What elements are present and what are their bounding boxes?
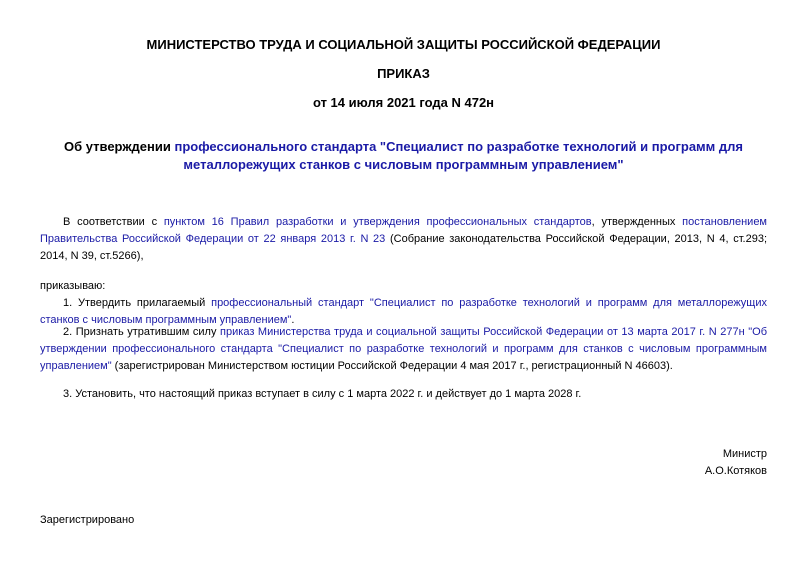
government-decree-link[interactable]: постановлением Правительства Российской Федерации от 22 января 2013 г. N 23 (40, 216, 767, 245)
order-item-2 (40, 324, 767, 375)
title-standard-link[interactable]: профессионального стандарта "Специалист по разработке технологий и программ для металлорежущих станков с числовым программным управлением" (174, 139, 743, 172)
preamble-text-2: , утвержденных (591, 216, 683, 228)
item1-text-1: 1. Утвердить прилагаемый (63, 297, 212, 309)
item1-text-2: . (291, 314, 295, 326)
preamble-text-3: (Собрание законодательства Российской Федерации, 2013, N 4, ст.293; 2014, N 39, ст.5266), (40, 233, 768, 262)
rules-point-16-link[interactable]: пунктом 16 Правил разработки и утверждения профессиональных стандартов (163, 216, 592, 228)
preamble-paragraph (40, 214, 767, 265)
item2-text-2: (зарегистрирован Министерством юстиции Российской Федерации 4 мая 2017 г., регистрационный N 46603). (111, 360, 673, 372)
signature-position: Министр (722, 448, 767, 460)
order-item-3: 3. Установить, что настоящий приказ вступает в силу с 1 марта 2022 г. и действует до 1 марта 2028 г. (63, 388, 582, 400)
item2-text-1: 2. Признать утратившим силу (63, 326, 221, 338)
signature-name: А.О.Котяков (704, 465, 767, 477)
preamble-text-1: В соответствии с (63, 216, 164, 228)
title-prefix: Об утверждении (64, 139, 175, 154)
registered-footer: Зарегистрировано (40, 514, 135, 526)
ministry-heading: МИНИСТЕРСТВО ТРУДА И СОЦИАЛЬНОЙ ЗАЩИТЫ РОССИЙСКОЙ ФЕДЕРАЦИИ (146, 37, 661, 52)
professional-standard-link[interactable]: профессиональный стандарт "Специалист по разработке технологий и программ для металлорежущих станков с числовым программным управлением" (40, 297, 767, 326)
order-word: приказываю: (40, 280, 106, 292)
previous-order-link[interactable]: приказ Министерства труда и социальной защиты Российской Федерации от 13 марта 2017 г. N 277н "Об утверждении профессионального стандарта "Специалист по разработке технологий и программ для станков с числовым программным управлением" (40, 326, 768, 372)
document-title (40, 138, 767, 174)
doc-type-heading: ПРИКАЗ (377, 66, 430, 81)
date-number-heading: от 14 июля 2021 года N 472н (312, 95, 495, 110)
